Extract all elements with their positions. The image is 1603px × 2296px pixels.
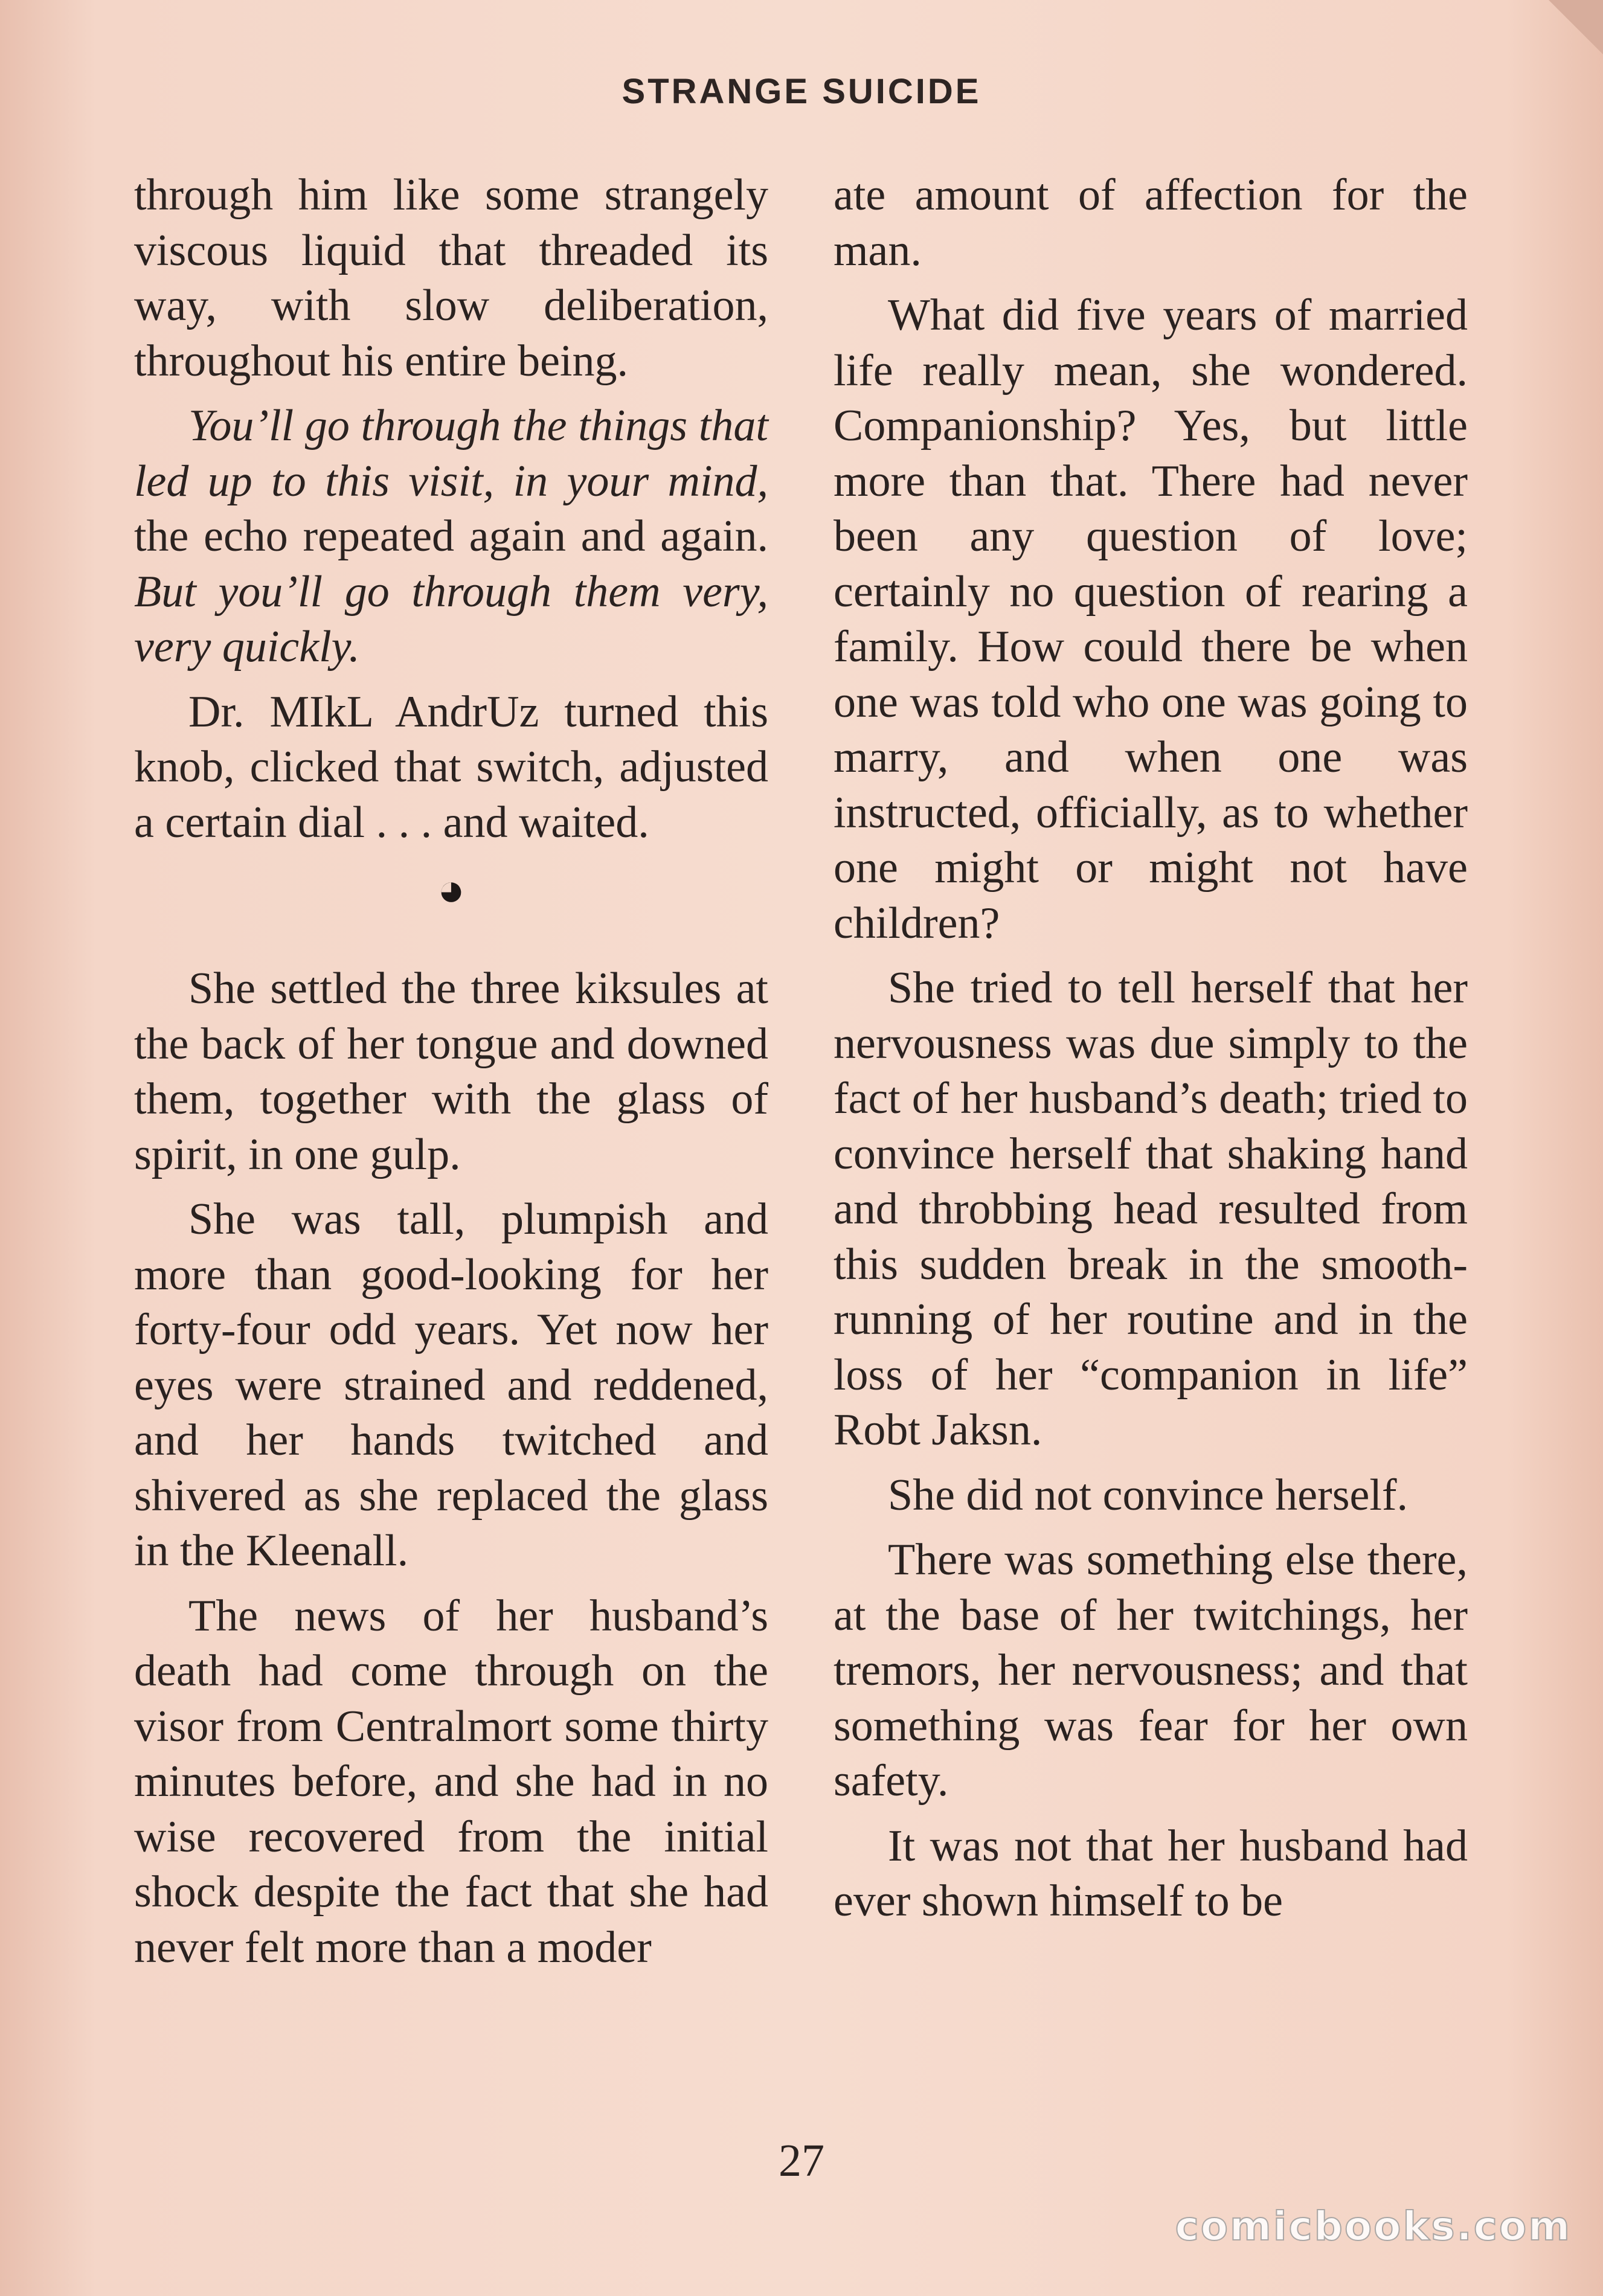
paragraph: She settled the three kiksules at the back of her tongue and downed them, together with the glass of spirit, in one gulp.: [134, 964, 768, 1179]
italic-text: But you’ll go through them very, very quickly.: [134, 566, 768, 672]
plain-text: the echo repeated again and again.: [134, 511, 768, 561]
left-column: [134, 168, 768, 1985]
paragraph-italic-thought: [134, 399, 768, 675]
paragraph: The news of her husband’s death had come through on the visor from Centralmort some thirty minutes before, and she had in no wise recovered from the initial shock despite the fact that she had never felt more than a moder: [134, 1591, 768, 1972]
running-title: STRANGE SUICIDE: [622, 72, 981, 111]
paragraph: She tried to tell herself that her nervousness was due simply to the fact of her husband’s death; tried to convince herself that shaking hand and throbbing head resulted from this sudden break in the smooth-running of her routine and in the loss of her “companion in life” Robt Jaksn.: [834, 963, 1468, 1455]
paragraph: She was tall, plumpish and more than good-looking for her forty-four odd years. Yet now her eyes were strained and reddened, and her hands twitched and shivered as she replaced the glass in the Kleenall.: [134, 1194, 768, 1576]
paragraph: She did not convince herself.: [888, 1470, 1409, 1520]
paragraph: through him like some strangely viscous liquid that threaded its way, with slow deliberation, throughout his entire being.: [134, 170, 768, 386]
right-column: [834, 168, 1468, 1939]
page-number: 27: [779, 2135, 824, 2186]
watermark: comicbooks.com: [1175, 2203, 1572, 2250]
paragraph: It was not that her husband had ever shown himself to be: [834, 1821, 1468, 1926]
page-corner-fold: [1549, 0, 1603, 54]
section-break-ornament: ◕: [437, 865, 465, 916]
paragraph: There was something else there, at the base of her twitchings, her tremors, her nervousness; and that something was fear for her own safety.: [834, 1535, 1468, 1806]
paragraph: Dr. MIkL AndrUz turned this knob, clicked that switch, adjusted a certain dial . . . and waited.: [134, 687, 768, 847]
paragraph: ate amount of affection for the man.: [834, 170, 1468, 275]
italic-text: You’ll go through the things that led up to this visit, in your mind,: [134, 401, 768, 506]
paragraph: What did five years of married life really mean, she wondered. Companionship? Yes, but little more than that. There had never been any question of love; certainly no question of rearing a family. How could there be when one was told who one was going to marry, and when one was instructed, officially, as to whether one might or might not have children?: [834, 290, 1468, 948]
